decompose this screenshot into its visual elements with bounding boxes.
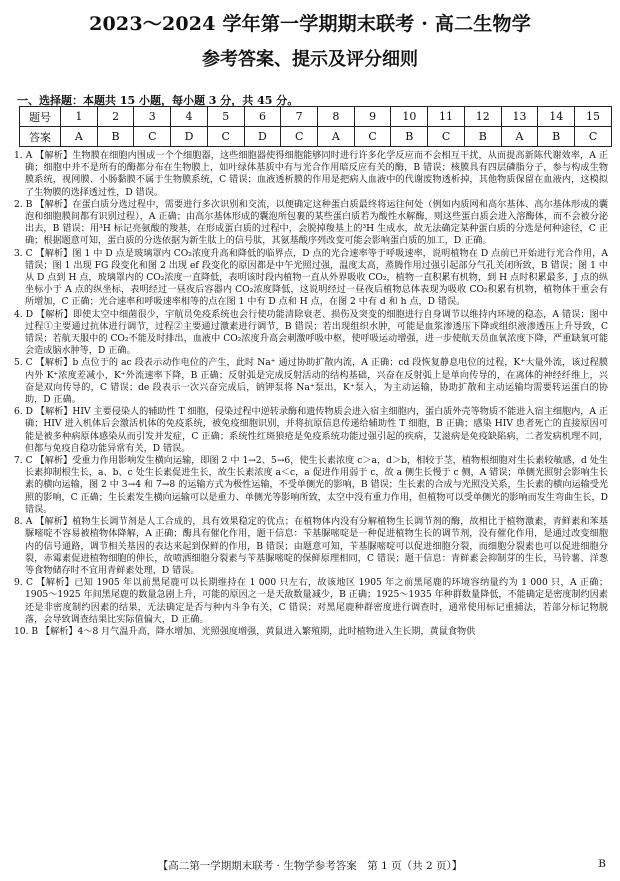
answer-cell: C: [575, 127, 612, 147]
explanation-item: 4. D 【解析】即使太空中细菌很少，宇航员免疫系统也会行使功能清除衰老、损伤及突变的细胞进行自身调节以维持内环境的稳态，A 错误；图中过程①主要通过抗体进行调节，过程②主要通过激素进行调节，B 错误；若出现组织水肿，可能是血浆渗透压下降或组织液渗透压上升导致，C 错误；若航天服中的 CO₂不能及时排出，血液中 CO₂浓度升高会刺激呼吸中枢，使呼吸运动增强，进一步使航天员血氧浓度下降，严重缺氧可能会造成脑水肿等，D 正确。: [14, 309, 608, 357]
explanation-item: 10. B 【解析】4～8 月气温升高，降水增加、光照强度增强，黄鼠进入繁殖期，此时植物进入生长期，黄鼠食物供: [14, 626, 476, 637]
question-number-cell: 4: [171, 107, 208, 127]
question-number-cell: 8: [318, 107, 355, 127]
explanation-item: 2. B 【解析】在蛋白质分选过程中，需要进行多次识别和交流，以便确定这种蛋白质最终将运往何处（例如内质网和高尔基体、高尔基体形成的囊泡和细胞膜间都有识别过程），A 正确；由高尔基体形成的囊泡所包裹的某些蛋白质若为酸性水解酶，则这些蛋白质会进入溶酶体，而不会被分泌出去，B 错误；用³H 标记亮氨酸的羧基，在形成蛋白质的过程中，会脱掉羧基上的³H 生成水，故无法确定某种蛋白质的分选是何种途径，C 正确；根据题意可知，蛋白质的分选依据为新生肽上的信号肽，其氨基酸序列改变可能会影响蛋白质的加工，D 正确。: [14, 199, 608, 247]
question-number-cell: 3: [134, 107, 171, 127]
section-heading: 一、选择题：本题共 15 小题，每小题 3 分，共 45 分。: [17, 94, 299, 107]
answer-cell: C: [207, 127, 244, 147]
question-number-cell: 5: [207, 107, 244, 127]
answer-cell: C: [428, 127, 465, 147]
answer-cell: B: [97, 127, 134, 147]
question-number-row: [20, 107, 612, 127]
row-label-answer: 答案: [20, 127, 61, 147]
answer-cell: A: [318, 127, 355, 147]
answer-cell: D: [244, 127, 281, 147]
question-number-cell: 1: [61, 107, 98, 127]
answer-cell: A: [61, 127, 98, 147]
answer-cell: A: [501, 127, 538, 147]
question-number-cell: 11: [428, 107, 465, 127]
exam-subtitle: 参考答案、提示及评分细则: [202, 49, 418, 70]
question-number-cell: 14: [538, 107, 575, 127]
page-footer: 【高二第一学期期末联考 · 生物学参考答案 第 1 页（共 2 页）】: [157, 860, 463, 872]
explanation-item: 9. C 【解析】已知 1905 年以前黑尾鹿可以长期维持在 1 000 只左右，故该地区 1905 年之前黑尾鹿的环境容纳量约为 1 000 只，A 正确；1905～1925 年间黑尾鹿的数量急剧上升，可能的原因之一是天敌数量减少，B 正确；1925～1935 年种群数量降低，不能确定是密度制约因素还是非密度制约因素的结果，无法确定是否与种内斗争有关，C 错误；对黑尾鹿种群密度进行调查时，通常使用标记重捕法，若部分标记物脱落，会导致调查结果比实际值偏大，D 正确。: [14, 578, 608, 625]
answer-table: [19, 106, 612, 147]
answer-cell: C: [134, 127, 171, 147]
explanation-item: 8. A 【解析】植物生长调节剂是人工合成的，具有效果稳定的优点；在植物体内没有分解植物生长调节剂的酶，故相比于植物激素，青鲜素和苯基脲嘧啶不容易被植物体降解，A 正确；酶具有催化作用，题干信息：苄基脲嘧啶是一种促进植物生长的调节剂，没有催化作用，是通过改变细胞内的信号通路，调节相关基因的表达来起到保鲜的作用，B 错误；由题意可知，苄基脲嘧啶可以促进细胞分裂，而细胞分裂素也可以促进细胞分裂，赤霉素促进植物细胞的伸长，故喷洒细胞分裂素与苄基脲嘧啶的保鲜原理相同，C 错误；题干信息：青鲜素会抑制芽的生长，马铃薯、洋葱等食物储存时不宜用青鲜素处理，D 错误。: [14, 517, 608, 576]
explanation-item: 5. C 【解析】b 点位于的 ac 段表示动作电位的产生，此时 Na⁺ 通过协助扩散内流，A 正确；cd 段恢复静息电位的过程，K⁺大量外流，该过程膜内外 K⁺浓度差减小，K⁺外流速率下降，B 正确；反射弧是完成反射活动的结构基础，兴奋在反射弧上是单向传导的，在离体的神经纤维上，兴奋是双向传导的，C 错误；de 段表示一次兴奋完成后，钠钾泵将 Na⁺泵出，K⁺泵入，为主动运输，协助扩散和主动运输均需要转运蛋白的协助，D 正确。: [14, 358, 608, 406]
version-mark: B: [598, 858, 606, 870]
question-number-cell: 15: [575, 107, 612, 127]
answer-cell: B: [538, 127, 575, 147]
explanations: [14, 150, 608, 638]
question-number-cell: 6: [244, 107, 281, 127]
answer-cell: B: [464, 127, 501, 147]
answer-row: [20, 127, 612, 147]
question-number-cell: 2: [97, 107, 134, 127]
question-number-cell: 12: [464, 107, 501, 127]
question-number-cell: 7: [281, 107, 318, 127]
question-number-cell: 13: [501, 107, 538, 127]
question-number-cell: 10: [391, 107, 428, 127]
question-number-cell: 9: [354, 107, 391, 127]
answer-cell: C: [354, 127, 391, 147]
exam-title: 2023～2024 学年第一学期期末联考 · 高二生物学: [89, 13, 531, 35]
explanation-item: 6. D 【解析】HIV 主要侵染人的辅助性 T 细胞，侵染过程中逆转录酶和遗传物质会进入宿主细胞内，蛋白质外壳等物质不能进入宿主细胞内，A 正确；HIV 进入机体后会激活机体的免疫系统，被免疫细胞识别，并将抗原信息传递给辅助性 T 细胞，B 正确；感染 HIV 患者死亡的直接原因可能是被多种病原体感染从而引发并发症，C 正确；系统性红斑狼疮是免疫系统功能过强引起的疾病，艾滋病是免疫缺陷病，二者发病机理不同，但都与免疫自稳功能异常有关，D 错误。: [14, 407, 608, 454]
answer-cell: D: [171, 127, 208, 147]
explanation-item: 7. C 【解析】受重力作用影响发生横向运输，即图 2 中 1→2、5→6，使生长素浓度 c＞a，d＞b，相较于茎，植物根细胞对生长素较敏感，d 处生长素抑制根生长，a、b、c 处生长素促进生长，故生长素浓度 a＜c，a 促进作用弱于 c，故 a 侧生长慢于 c 侧，A 错误；单侧光照射会影响生长素的横向运输，图 2 中 3→4 和 7→8 的运输方式为极性运输，不受单侧光的影响，B 错误；生长素的合成与光照没关系，生长素的横向运输受光照的影响，C 正确；生长素发生横向运输可以是重力、单侧光等影响所致，太空中没有重力作用，但植物可以受单侧光的影响而发生弯曲生长，D 错误。: [14, 456, 608, 515]
explanation-item: 1. A 【解析】生物膜在细胞内围成一个个细胞器，这些细胞器使得细胞能够同时进行许多化学反应而不会相互干扰，从而提高新陈代谢效率，A 正确；细胞中并不是所有的酶都分布在生物膜上，如叶绿体基质中有与光合作用暗反应有关的酶，B 错误；核膜具有四层磷脂分子，参与构成生物膜系统，视网膜、小肠黏膜不属于生物膜系统，C 错误；血液透析膜的作用是把病人血液中的代谢废物透析掉，其他物质保留在血液内，这模拟了生物膜的选择透过性，D 错误。: [14, 151, 608, 198]
answer-cell: B: [391, 127, 428, 147]
explanation-item: 3. C 【解析】图 1 中 D 点是玻璃罩内 CO₂浓度升高和降低的临界点，D 点的光合速率等于呼吸速率，说明植物在 D 点前已开始进行光合作用，A 错误；图 1 出现 FG 段变化和图 2 出现 ef 段变化的原因都是中午光照过强，温度太高，蒸腾作用过强引起部分气孔关闭所致，B 错误；图 1 中从 D 点到 H 点，玻璃罩内的 CO₂浓度一直降低，表明该时段内植物一直从外界吸收 CO₂，植物一直积累有机物，到 H 点时积累最多，J 点的纵坐标小于 A 点的纵坐标，表明经过一昼夜后容器内 CO₂浓度降低，这说明经过一昼夜后植物总体表现为吸收 CO₂积累有机物，植物体干重会有所增加，C 正确；光合速率和呼吸速率相等的点在图 1 中有 D 点和 H 点，在图 2 中有 d 和 h 点，D 错误。: [14, 248, 608, 308]
answer-cell: C: [281, 127, 318, 147]
row-label-number: 题号: [20, 107, 61, 127]
